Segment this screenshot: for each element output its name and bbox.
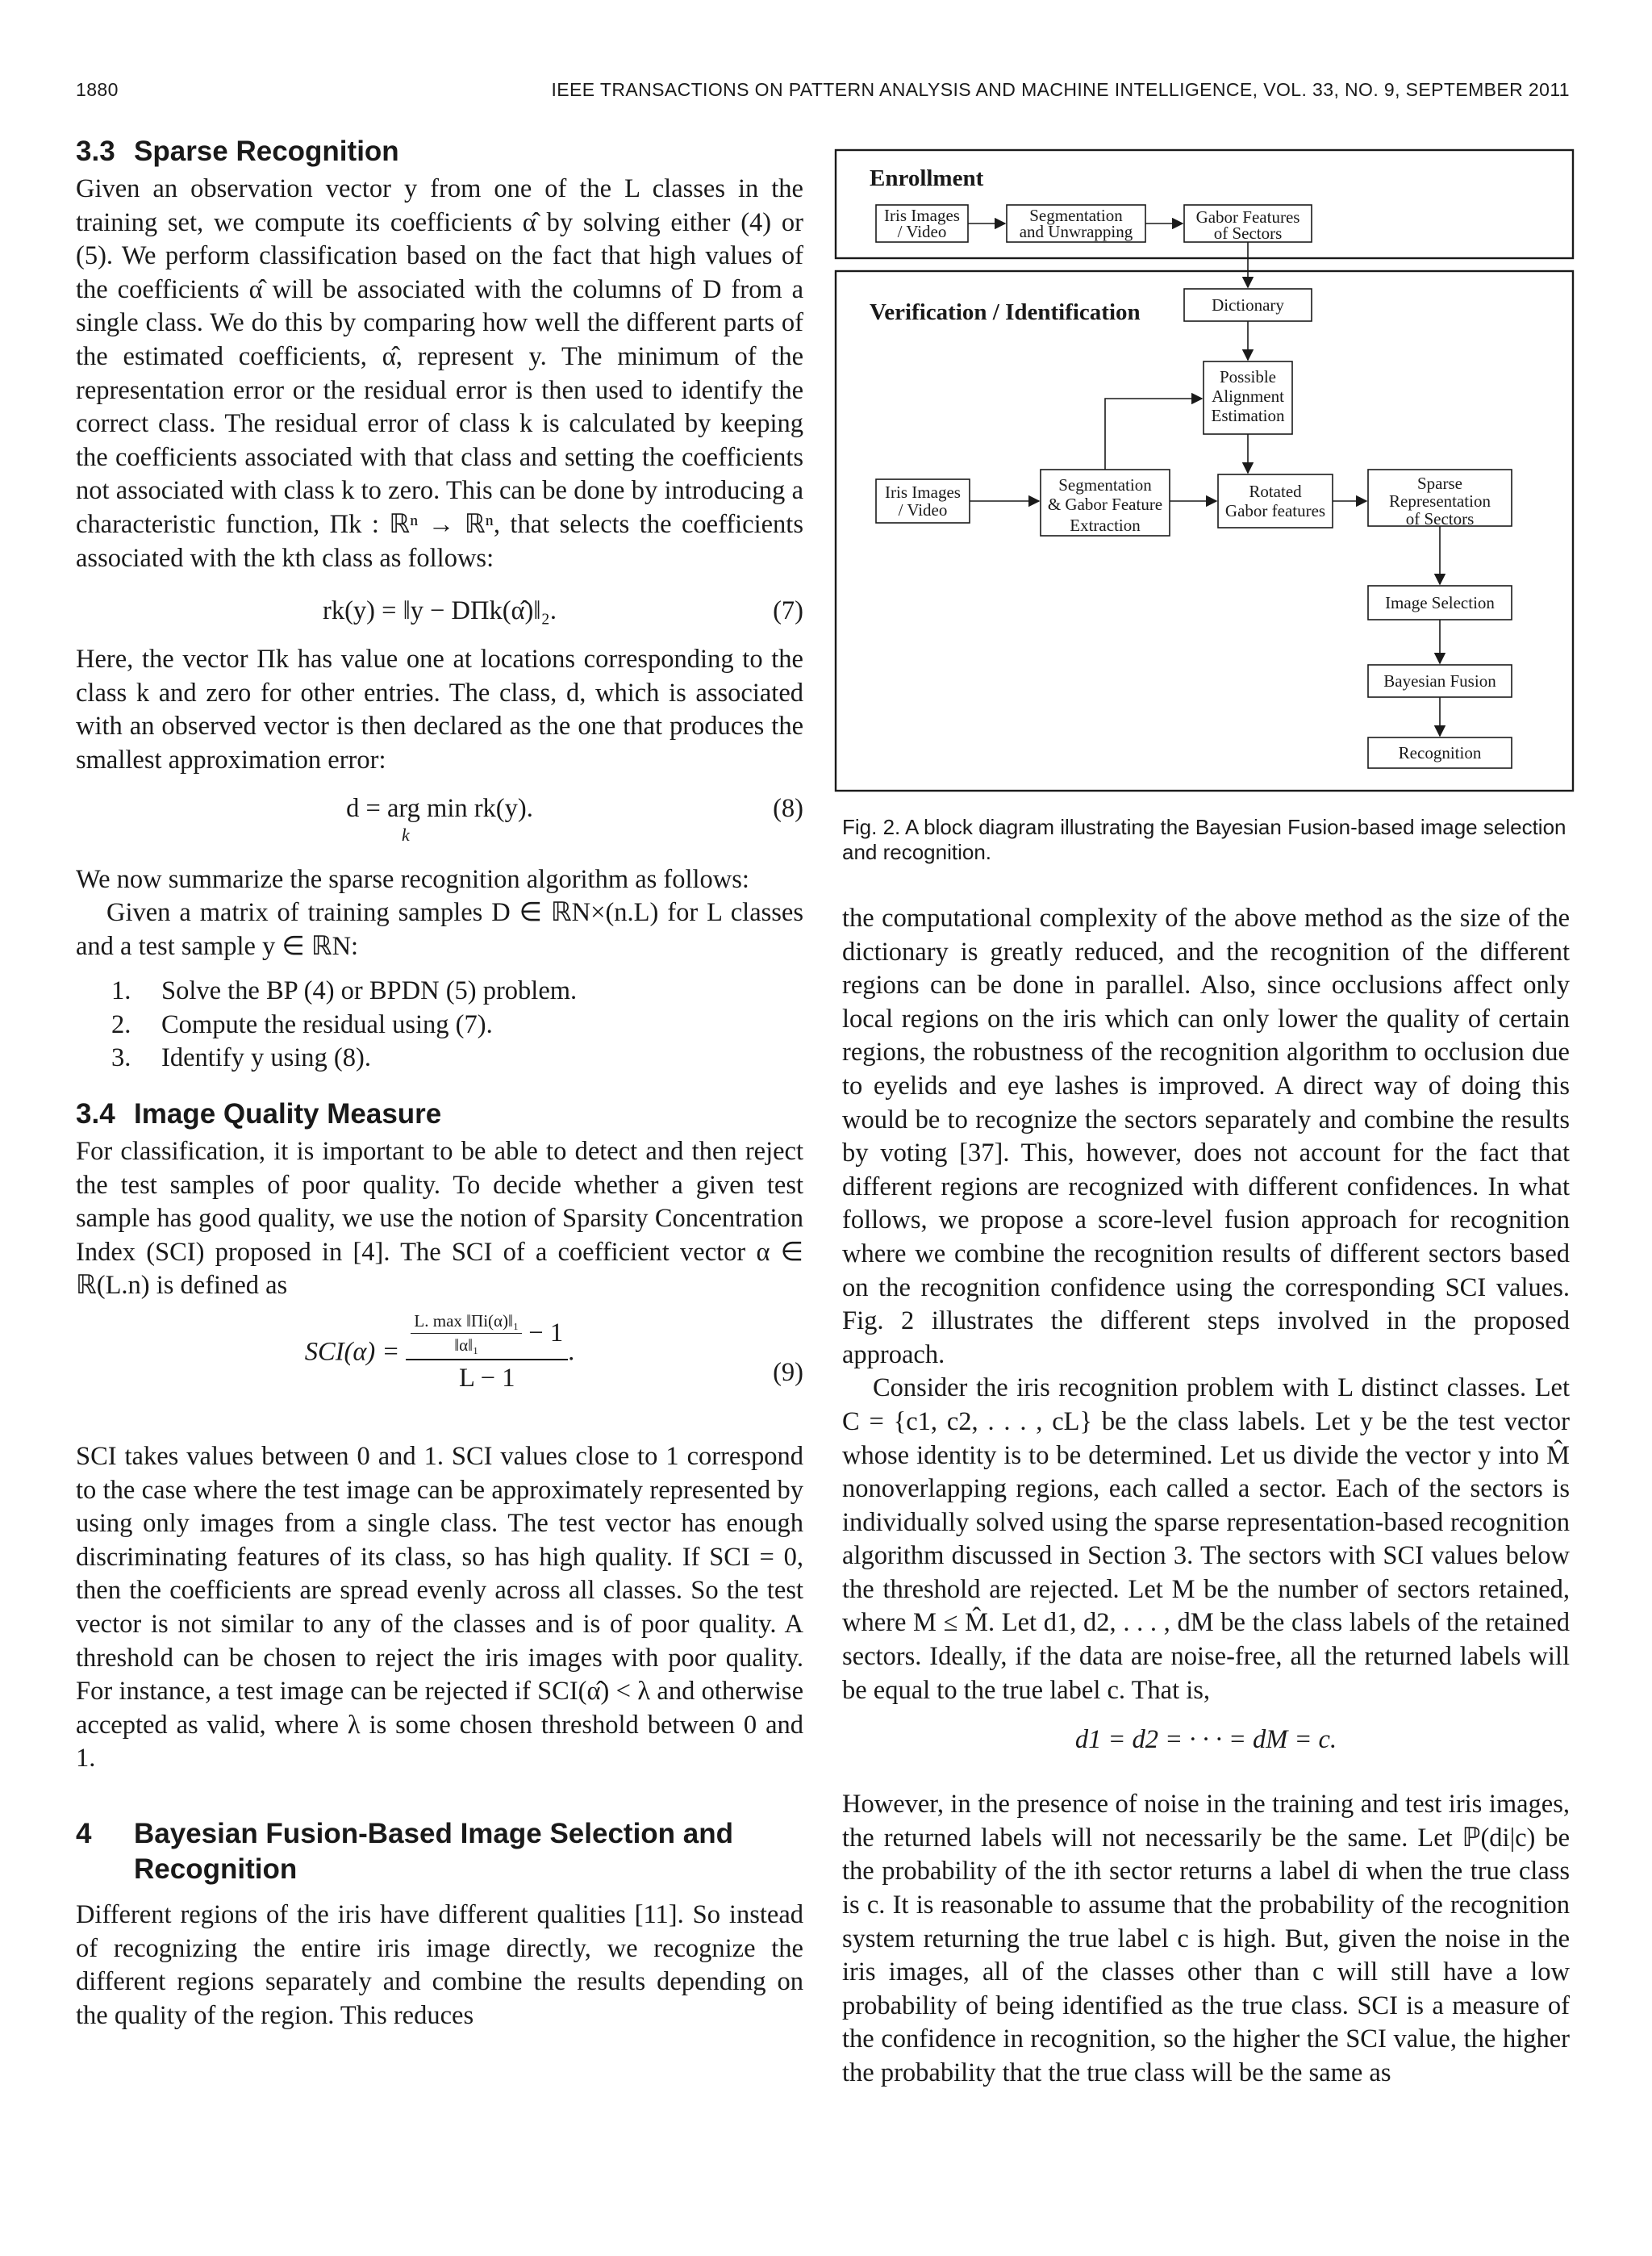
svg-text:Segmentation: Segmentation (1058, 475, 1152, 495)
svg-text:Gabor features: Gabor features (1224, 501, 1326, 520)
equation-number: (8) (773, 793, 803, 823)
svg-text:Recognition: Recognition (1398, 743, 1482, 762)
verification-panel (836, 271, 1573, 791)
verification-label: Verification / Identification (870, 299, 1141, 325)
paragraph: However, in the presence of noise in the training and test iris images, the returned labels will not necessarily be the same. Let ℙ(di|c) be the probability of the ith sector returns a label di when the true class is c. It is reasonable to assume that the probability of the recognition system returning the true label c is high. But, given the noise in the iris images, all of the classes other than c will still have a low probability of being identified as the true class. SCI is a measure of the confidence in recognition, so the higher the SCI value, the higher the probability that the true class will be the same as (842, 1790, 1570, 2087)
paragraph: For classification, it is important to be able to detect and then reject the test samples of poor quality. To decide whether a given test sample has good quality, we use the notion of Sparsity Concentration Index (SCI) proposed in [4]. The SCI of a coefficient vector α ∈ ℝ(L.n) is defined as (76, 1137, 803, 1301)
inner-denominator: ‖α‖₁ (454, 1335, 479, 1356)
section-heading-4: 4 Bayesian Fusion-Based Image Selection and Recognition (76, 1817, 733, 1885)
list-item: 1. Solve the BP (4) or BPDN (5) problem. (111, 976, 578, 1006)
figure-2-block-diagram (834, 148, 1575, 794)
equation-minus-one: − 1 (528, 1318, 564, 1348)
enrollment-label: Enrollment (870, 165, 984, 191)
equation-9: SCI(α) = $\frac{\text{L. max ‖Πi(α)‖₁}}{\text{‖α‖₁}}$ − 1 L − 1 . (9) (304, 1311, 803, 1393)
paragraph: Consider the iris recognition problem with L distinct classes. Let C = {c1, c2, . . . , cL} be the class labels. Let y be the test vector whose identity is to be determined. Let us divide the vector y into M̂ nonoverlapping regions, each called a sector. Each of the sectors is individually solved using the sparse representation-based recognition algorithm discussed in Section 3. The sectors with SCI values below the threshold are rejected. Let M be the number of sectors retained, where M ≤ M̂. Let d1, d2, . . . , dM be the class labels of the retained sectors. Ideally, if the data are noise-free, all the returned labels will be equal to the true label c. That is, (842, 1373, 1570, 1705)
equation-number: (7) (773, 596, 803, 626)
svg-text:Alignment: Alignment (1212, 386, 1284, 406)
svg-text:Representation: Representation (1389, 491, 1491, 511)
svg-text:Extraction: Extraction (1070, 516, 1141, 535)
journal-title: IEEE TRANSACTIONS ON PATTERN ANALYSIS AND MACHINE INTELLIGENCE, VOL. 33, NO. 9, SEPTEMBER 2011 (551, 79, 1570, 100)
svg-text:/ Video: / Video (898, 500, 948, 520)
block-diagram-svg (834, 148, 1575, 794)
paragraph: Given a matrix of training samples D ∈ ℝN×(n.L) for L classes and a test sample y ∈ ℝN: (76, 898, 803, 961)
list-item: 2. Compute the residual using (7). (111, 1009, 493, 1039)
svg-text:of Sectors: of Sectors (1213, 224, 1283, 243)
svg-text:Iris Images: Iris Images (884, 206, 960, 225)
left-column (76, 131, 803, 2032)
paragraph: Here, the vector Πk has value one at locations corresponding to the class k and zero for other entries. The class, d, which is associated with an observed vector is then declared as the one that produces the smallest approximation error: (76, 645, 803, 775)
paragraph: SCI takes values between 0 and 1. SCI values close to 1 correspond to the case where the test image can be approximately represented by using only images from a single class. The test vector has enough discriminating features of its class, so has high quality. If SCI = 0, then the coefficients are spread evenly across all classes. So the test vector is not similar to any of the classes and is of poor quality. A threshold can be chosen to reject the iris images with poor quality. For instance, a test image can be rejected if SCI(α̂) < λ and otherwise accepted as valid, where λ is some chosen threshold between 0 and 1. (76, 1442, 803, 1773)
list-item: 3. Identify y using (8). (111, 1043, 371, 1073)
paragraph: Different regions of the iris have different qualities [11]. So instead of recognizing the entire iris image directly, we recognize the different regions separately and combine the results depending on the quality of the region. This reduces (76, 1899, 803, 2030)
section-heading-3-3: 3.3 Sparse Recognition (76, 136, 399, 167)
paragraph: the computational complexity of the above method as the size of the dictionary is greatly reduced, and the recognition of the different regions can be done in parallel. Also, since occlusions affect only local regions on the iris which can only lower the quality of certain regions, the robustness of the recognition algorithm to occlusion due to eyelids and eye lashes is improved. A direct way of doing this would be to recognize the sectors separately and combine the results by voting [37]. This, however, does not account for the fact that different regions are recognized with different confidences. In what follows, we propose a score-level fusion approach for recognition where we combine the recognition results of different sectors based on the recognition confidence using the corresponding SCI values. Fig. 2 illustrates the different steps involved in the proposed approach. (842, 904, 1570, 1369)
svg-text:Gabor Features: Gabor Features (1195, 207, 1300, 227)
svg-text:Bayesian Fusion: Bayesian Fusion (1383, 671, 1496, 691)
paragraph: We now summarize the sparse recognition algorithm as follows: (76, 864, 749, 894)
equation-body: rk(y) = ‖y − DΠk(α̂)‖₂. (323, 596, 557, 626)
equation-subscript: k (402, 824, 410, 845)
svg-text:Iris Images: Iris Images (885, 483, 961, 502)
equation-denominator: L − 1 (459, 1364, 515, 1393)
svg-text:Dictionary: Dictionary (1212, 295, 1284, 315)
algorithm-steps (76, 975, 803, 1076)
svg-text:Segmentation: Segmentation (1029, 206, 1123, 225)
equation-8 (76, 783, 803, 863)
equation-7 (76, 588, 803, 638)
svg-text:Sparse: Sparse (1417, 474, 1462, 493)
svg-text:and Unwrapping: and Unwrapping (1019, 222, 1133, 241)
equation-lhs: SCI(α) = (304, 1337, 400, 1367)
section-heading-3-4: 3.4 Image Quality Measure (76, 1098, 442, 1130)
svg-text:Estimation: Estimation (1211, 406, 1285, 425)
inner-numerator: L. max ‖Πi(α)‖₁ (411, 1311, 522, 1334)
equation-body: d1 = d2 = · · · = dM = c. (1074, 1725, 1337, 1755)
page-number: 1880 (76, 79, 119, 100)
equation-labels-equal (842, 1707, 1570, 1788)
paragraph: Given an observation vector y from one of the L classes in the training set, we compute its coefficients α̂ by solving either (4) or (5). We perform classification based on the fact that high values of the coefficients α̂ will be associated with the columns of D from a single class. We do this by comparing how well the different parts of the estimated coefficients, α̂, represent y. The minimum of the representation error or the residual error is then used to identify the correct class. The residual error of class k is calculated by keeping the coefficients associated with that class and setting the coefficients not associated with class k to zero. This can be done by introducing a characteristic function, Πk : ℝⁿ → ℝⁿ, that selects the coefficients associated with the kth class as follows: (76, 174, 803, 573)
svg-text:Possible: Possible (1219, 367, 1277, 386)
equation-number: (9) (773, 1358, 803, 1388)
figure-caption: Fig. 2. A block diagram illustrating the Bayesian Fusion-based image selection and recognition. (842, 815, 1566, 864)
equation-fraction (406, 1311, 568, 1393)
right-column (842, 902, 1570, 2091)
svg-text:Rotated: Rotated (1249, 482, 1302, 501)
svg-text:& Gabor Feature: & Gabor Feature (1047, 495, 1163, 514)
svg-text:of Sectors: of Sectors (1405, 509, 1475, 528)
svg-text:/ Video: / Video (897, 222, 947, 241)
svg-text:Image Selection: Image Selection (1385, 593, 1495, 612)
equation-body: d = arg min rk(y). (346, 793, 533, 823)
